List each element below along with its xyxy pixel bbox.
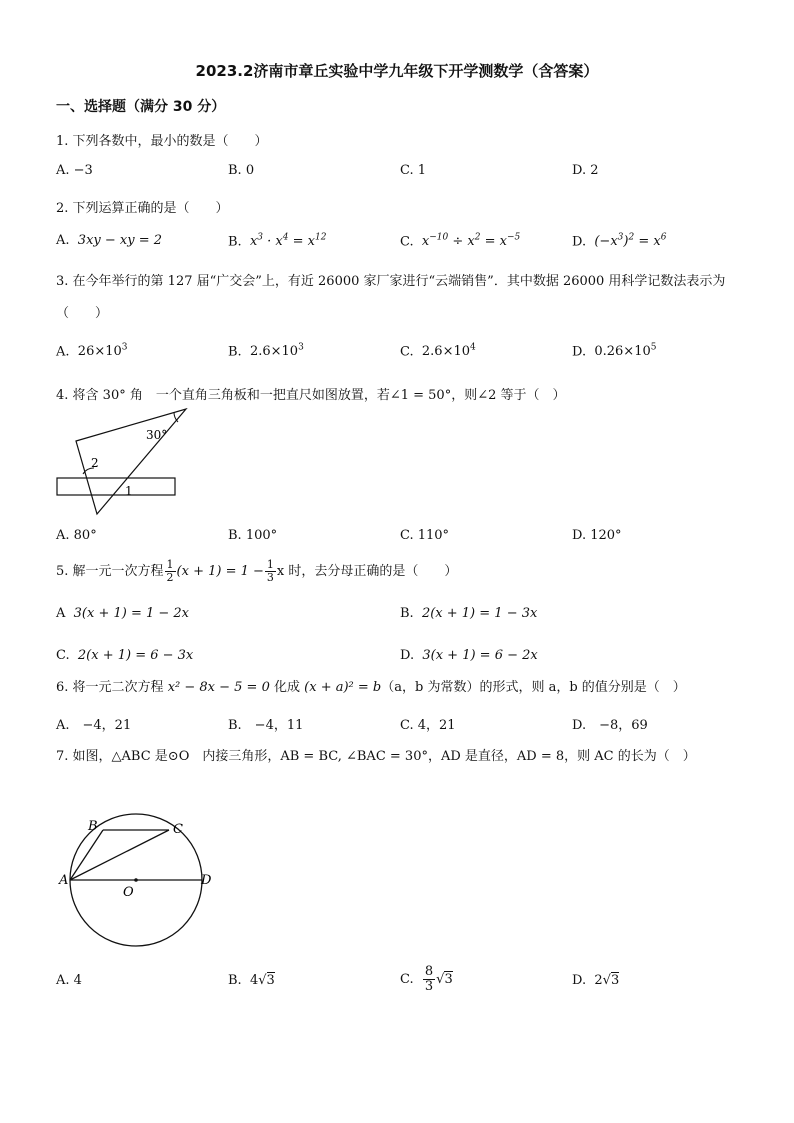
circle-figure: [56, 812, 226, 952]
angle-label-1: 1: [125, 484, 133, 498]
formula: $2.6\times 10^4$: [421, 343, 476, 360]
option-label: A.: [56, 233, 70, 248]
option-label: B.: [228, 344, 242, 360]
q1-option-b: B. 0: [228, 163, 255, 178]
section-heading: 一、选择题（满分 30 分）: [56, 99, 226, 115]
q4-option-d: D. 120°: [572, 528, 622, 543]
formula: 3xy − xy = 2: [77, 233, 163, 248]
option-label: D.: [572, 973, 587, 988]
page-title: 2023.2济南市章丘实验中学九年级下开学测数学（含答案）: [195, 62, 599, 80]
q2-option-c: [400, 233, 520, 249]
q6-option-c: C. 4，21: [400, 718, 456, 733]
equation-1: x² − 8x − 5 = 0: [167, 680, 270, 695]
q4-option-b: B. 100°: [228, 528, 278, 543]
equation-2: (x + a)² = b: [304, 680, 382, 695]
option-label: A.: [56, 344, 70, 360]
q3-option-a: [56, 343, 128, 359]
q2-option-b: [228, 233, 326, 249]
q3-option-d: [572, 343, 656, 359]
option-label: C.: [56, 648, 70, 663]
q7-option-c: [400, 965, 453, 994]
formula: 2(x + 1) = 6 − 3x: [77, 648, 194, 663]
q6-option-b: B. −4，11: [228, 718, 304, 733]
q7-option-b: [228, 973, 275, 988]
formula: 2√3: [594, 973, 620, 988]
option-label: B.: [228, 973, 242, 988]
question-1-stem: 1. 下列各数中，最小的数是（ ）: [56, 134, 268, 149]
angle-label-2: 2: [91, 456, 99, 470]
option-label: D.: [572, 344, 587, 360]
q2-option-d: [572, 233, 666, 249]
angle-label-30: 30°: [146, 428, 168, 442]
formula: $x^3 \cdot x^4 = x^{12}$: [249, 233, 327, 250]
q1-option-d: D. 2: [572, 163, 599, 178]
question-4-stem: 4. 将含 30° 角 一个直角三角板和一把直尺如图放置，若∠1 = 50°，则∠2 等于（ ）: [56, 388, 566, 403]
fraction-half: $\frac{1}{2}$: [166, 558, 174, 584]
point-label-a: A: [59, 873, 69, 888]
q7-option-d: [572, 973, 619, 988]
question-2-stem: 2. 下列运算正确的是（ ）: [56, 201, 229, 216]
option-label: C.: [400, 344, 414, 360]
formula: 4√3: [249, 973, 275, 988]
formula: √3: [436, 972, 453, 987]
point-label-o: O: [123, 885, 134, 900]
point-label-c: C: [173, 822, 183, 837]
question-7-stem: 7. 如图，△ABC 是⊙O 内接三角形，AB = BC, ∠BAC = 30°，AD 是直径，AD = 8，则 AC 的长为（ ）: [56, 749, 696, 764]
formula: $26\times 10^3$: [77, 343, 128, 360]
formula: 3(x + 1) = 6 − 2x: [422, 648, 538, 663]
question-5-stem: 5. 解一元一次方程 $\frac{1}{2}$ (x + 1) = 1 − $\frac{1}{3}$ x 时，去分母正确的是（ ）: [56, 558, 458, 584]
option-label: B.: [400, 606, 414, 621]
q6-option-d: D. −8，69: [572, 718, 648, 733]
q3-option-b: [228, 343, 304, 359]
formula: $x^{-10} \div x^2 = x^{-5}$: [421, 233, 521, 250]
question-6-stem: 6. 将一元二次方程 x² − 8x − 5 = 0 化成 (x + a)² = b（a，b 为常数）的形式，则 a，b 的值分别是（ ）: [56, 680, 686, 695]
triangle-ruler-figure: [50, 408, 190, 520]
q4-option-a: A. 80°: [56, 528, 97, 543]
fraction-eight-thirds: $\frac{8}{3}$: [424, 964, 434, 994]
q5-option-d: [400, 648, 538, 663]
formula: 2(x + 1) = 1 − 3x: [421, 606, 538, 621]
formula: $0.26\times 10^5$: [594, 343, 657, 360]
q1-option-a: A. −3: [56, 163, 93, 178]
option-label: D.: [572, 234, 587, 250]
question-3-stem: 3. 在今年举行的第 127 届“广交会”上，有近 26000 家厂家进行“云端销售”．其中数据 26000 用科学记数法表示为（ ）: [56, 274, 726, 321]
q5-option-c: [56, 648, 193, 663]
fraction-third: $\frac{1}{3}$: [266, 558, 274, 584]
option-label: D.: [400, 648, 415, 663]
q5-option-a: [56, 606, 189, 621]
formula: $(-x^3)^2 = x^6$: [594, 233, 667, 250]
q6-option-a: A. −4，21: [56, 718, 132, 733]
q1-option-c: C. 1: [400, 163, 427, 178]
q3-option-c: [400, 343, 476, 359]
option-label: C.: [400, 972, 414, 987]
q4-option-c: C. 110°: [400, 528, 450, 543]
option-label: B.: [228, 234, 242, 250]
point-label-b: B: [88, 819, 98, 834]
point-label-d: D: [201, 873, 212, 888]
option-label: C.: [400, 234, 414, 250]
formula: $2.6\times 10^3$: [249, 343, 304, 360]
center-point: [134, 878, 138, 882]
formula: 3(x + 1) = 1 − 2x: [73, 606, 190, 621]
option-label: A: [56, 606, 66, 621]
q5-option-b: [400, 606, 537, 621]
q2-option-a: [56, 233, 162, 248]
q7-option-a: A. 4: [56, 973, 82, 988]
